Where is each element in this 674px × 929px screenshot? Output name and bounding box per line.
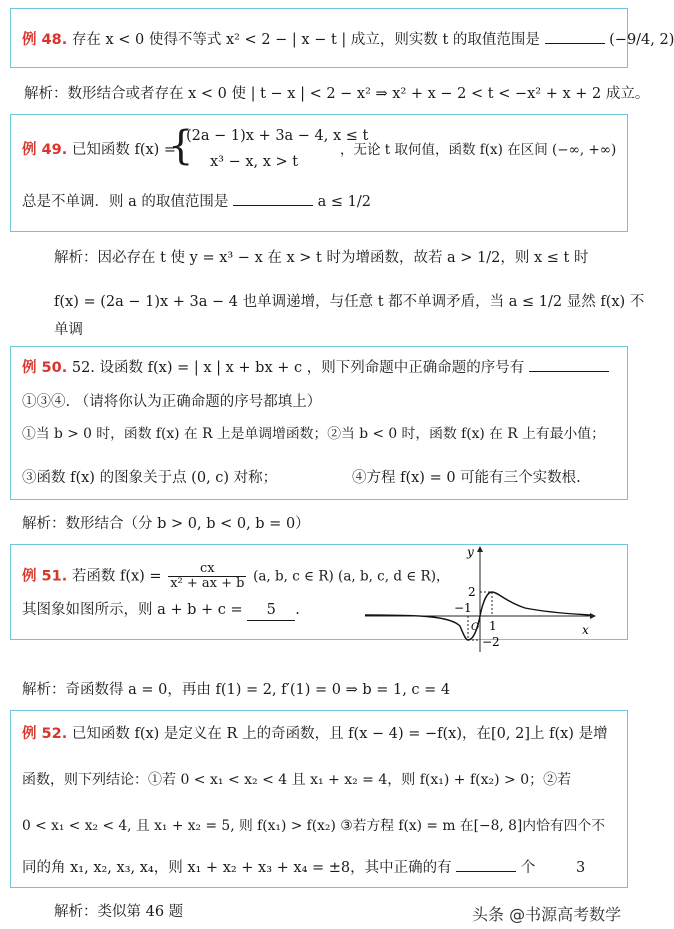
ex51-fraction	[168, 562, 246, 591]
tick-x1: 1	[489, 619, 497, 633]
ex51-stem-c: 其图象如图所示，则 a + b + c =	[22, 602, 243, 618]
ex49-stem-b: ，无论 t 取何值，函数 f(x) 在区间 (−∞, +∞)	[340, 142, 617, 158]
ex51-stem-c-line: 其图象如图所示，则 a + b + c = 5 .	[22, 600, 300, 621]
ex48-analysis: 解析：数形结合或者存在 x < 0 使 | t − x | < 2 − x² ⇒ x² + x − 2 < t < −x² + x + 2 成立。	[24, 86, 650, 102]
ex52-line4-end: 个	[520, 860, 536, 876]
ex49-stem-a: 已知函数 f(x) =	[71, 142, 177, 158]
tick-xm1: −1	[454, 601, 472, 615]
ex52-line1-wrap	[22, 724, 608, 744]
ex49-stem-c: 总是不单调．则 a 的取值范围是	[22, 194, 229, 210]
ex49-stem-c-line	[22, 192, 371, 212]
ex49-analysis-3: 单调	[54, 322, 83, 338]
ex49-answer: a ≤ 1/2	[317, 194, 371, 210]
ex51-stem-a: 若函数 f(x) =	[71, 568, 162, 585]
ex51-numerator: cx	[168, 562, 246, 577]
ex50-blank	[529, 371, 609, 372]
ex52-line1: 已知函数 f(x) 是定义在 R 上的奇函数，且 f(x − 4) = −f(x)，在[0, 2]上 f(x) 是增	[71, 726, 608, 742]
ex48-answer: (−9/4, 2)	[609, 32, 674, 48]
ex48-stem: 存在 x < 0 使得不等式 x² < 2 − | x − t | 成立，则实数 t 的取值范围是	[71, 32, 540, 48]
y-axis-arrow	[477, 546, 483, 552]
tick-ym2: −2	[482, 635, 500, 649]
ex50-analysis: 解析：数形结合（分 b > 0, b < 0, b = 0）	[22, 516, 310, 532]
ex49-blank	[233, 205, 313, 206]
ex49-label: 例 49.	[22, 142, 68, 158]
ex51-label: 例 51.	[22, 568, 68, 585]
ex50-props-2b: ④方程 f(x) = 0 可能有三个实数根.	[352, 470, 581, 486]
ex52-label: 例 52.	[22, 726, 68, 742]
ex52-line4: 同的角 x₁, x₂, x₃, x₄，则 x₁ + x₂ + x₃ + x₄ = ±8，其中正确的有	[22, 860, 452, 876]
ex52-analysis: 解析：类似第 46 题	[54, 904, 184, 920]
ex49-stem-line	[22, 140, 176, 160]
ex52-line4-wrap	[22, 858, 585, 878]
ex49-case1: (2a − 1)x + 3a − 4, x ≤ t	[186, 128, 369, 144]
ex50-stem-line	[22, 358, 609, 378]
ex50-stem: 52. 设函数 f(x) = | x | x + bx + c ，则下列命题中正确命题的序号有	[71, 360, 525, 376]
x-axis-label: x	[582, 623, 589, 637]
ex49-brace: {	[168, 123, 194, 169]
ex51-stem-b: (a, b, c ∈ R) (a, b, c, d ∈ R)，	[253, 568, 450, 585]
ex51-graph	[360, 544, 600, 654]
x-axis-arrow	[590, 613, 596, 619]
ex48-label: 例 48.	[22, 32, 68, 48]
tick-y2: 2	[468, 585, 476, 599]
ex52-line3: 0 < x₁ < x₂ < 4, 且 x₁ + x₂ = 5, 则 f(x₁) > f(x₂) ③若方程 f(x) = m 在[−8, 8]内恰有四个不	[22, 818, 606, 834]
y-axis-label: y	[467, 545, 474, 559]
origin-label: O	[471, 622, 480, 633]
watermark: 头条 @书源高考数学	[472, 905, 622, 924]
ex51-denominator: x² + ax + b	[170, 576, 245, 591]
ex51-answer: 5	[247, 600, 295, 621]
ex49-analysis-1: 解析：因必存在 t 使 y = x³ − x 在 x > t 时为增函数，故若 a > 1/2，则 x ≤ t 时	[54, 250, 589, 266]
ex51-analysis: 解析：奇函数得 a = 0，再由 f(1) = 2, f′(1) = 0 ⇒ b = 1, c = 4	[22, 682, 451, 698]
ex49-case2: x³ − x, x > t	[210, 154, 299, 170]
ex52-line2: 函数，则下列结论：①若 0 < x₁ < x₂ < 4 且 x₁ + x₂ = 4，则 f(x₁) + f(x₂) > 0；②若	[22, 772, 572, 788]
ex50-props-2a: ③函数 f(x) 的图象关于点 (0, c) 对称；	[22, 470, 278, 486]
ex48-blank	[545, 43, 605, 44]
ex52-answer: 3	[575, 860, 586, 876]
ex48-stem-line	[22, 30, 674, 50]
ex50-label: 例 50.	[22, 360, 68, 376]
ex52-blank	[456, 871, 516, 872]
ex49-analysis-2: f(x) = (2a − 1)x + 3a − 4 也单调递增，与任意 t 都不单调矛盾，当 a ≤ 1/2 显然 f(x) 不	[54, 294, 645, 310]
ex50-props-1: ①当 b > 0 时，函数 f(x) 在 R 上是单调增函数；②当 b < 0 时，函数 f(x) 在 R 上有最小值；	[22, 426, 605, 442]
ex50-answer-line: ①③④. （请将你认为正确命题的序号都填上）	[22, 394, 322, 410]
